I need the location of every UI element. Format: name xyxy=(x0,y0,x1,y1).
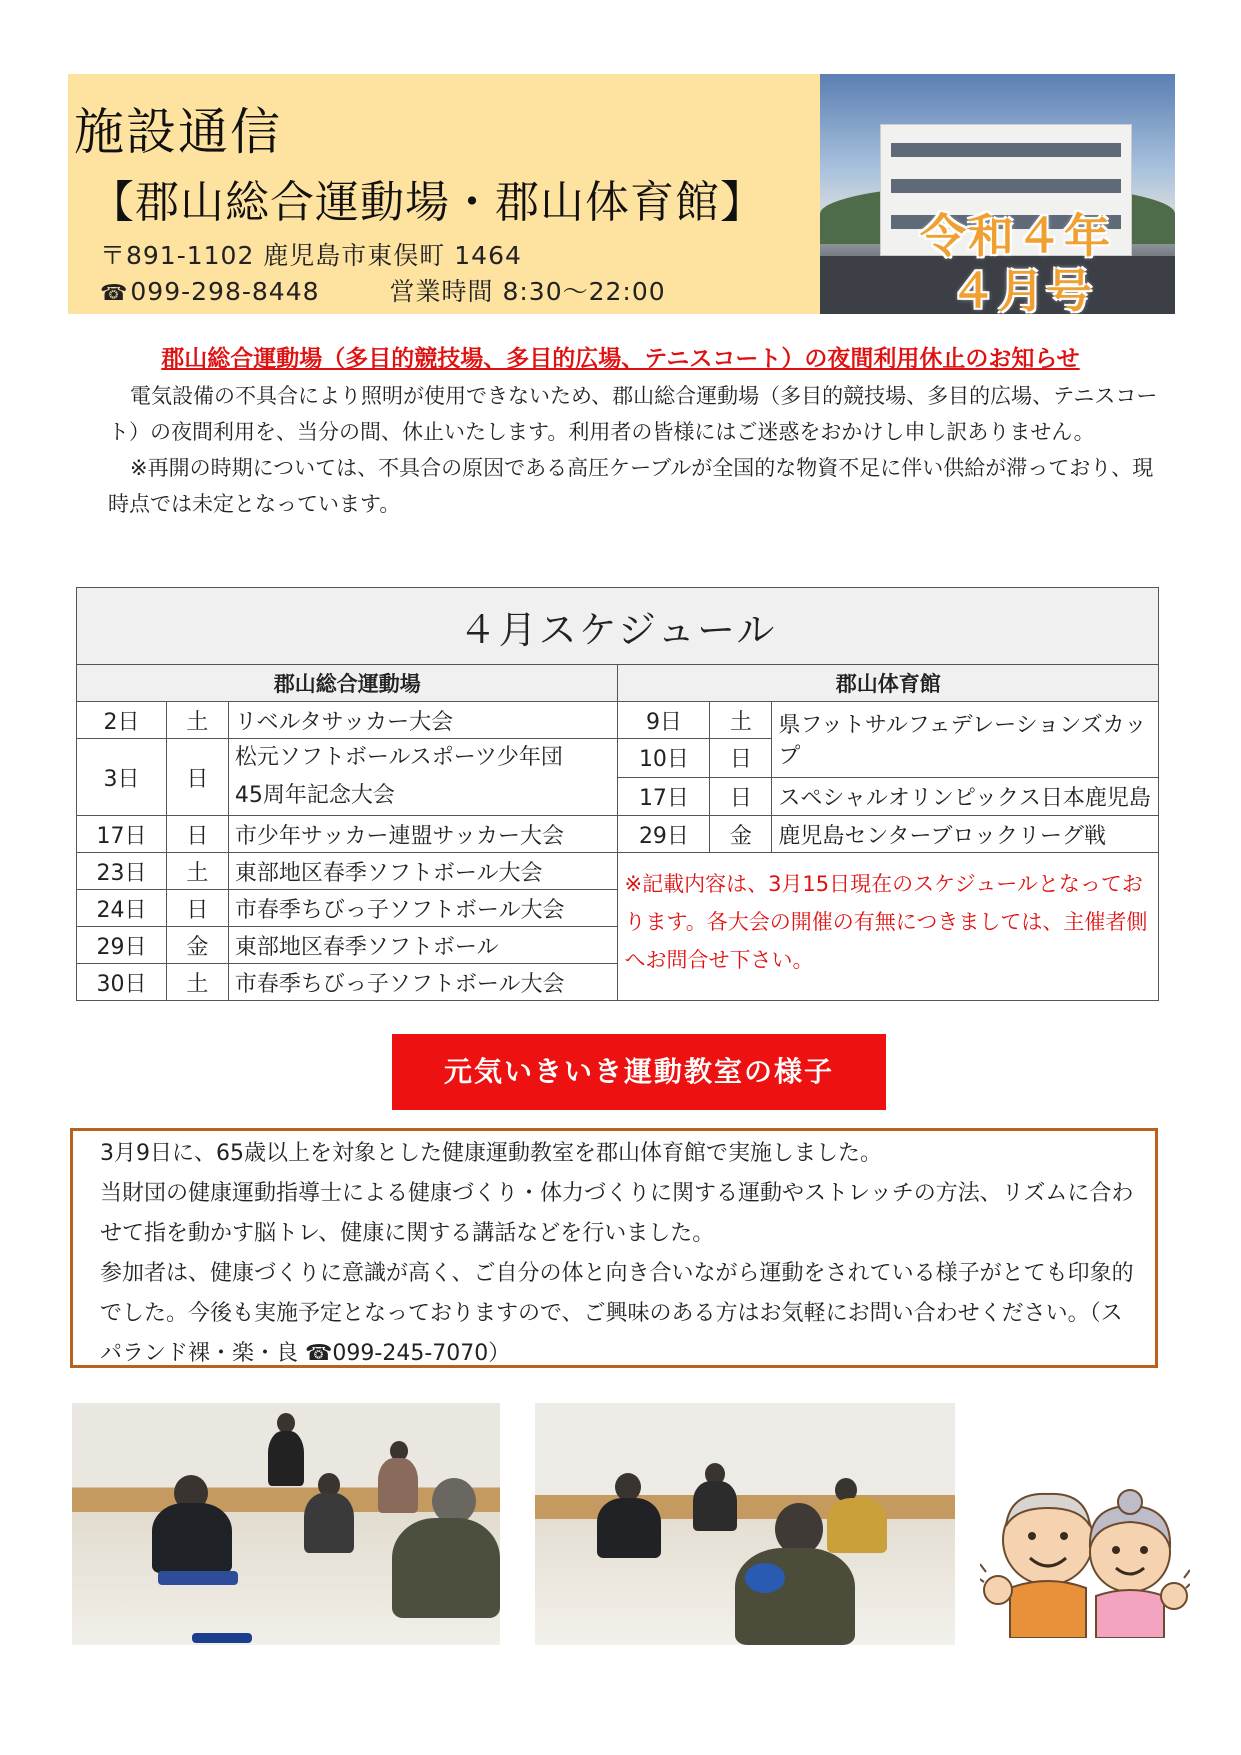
venue-header-stadium: 郡山総合運動場 xyxy=(77,665,618,702)
schedule-date: 10日 xyxy=(618,739,710,778)
schedule-event: 東部地区春季ソフトボール xyxy=(228,927,618,964)
notice-paragraph: ※再開の時期については、不具合の原因である高圧ケーブルが全国的な物資不足に伴い供給が滞っており、現時点では未定となっています。 xyxy=(108,456,1154,516)
table-row xyxy=(77,816,1159,853)
class-paragraph: 当財団の健康運動指導士による健康づくり・体力づくりに関する運動やストレッチの方法、リズムに合わせて指を動かす脳トレ、健康に関する講話などを行いました。 xyxy=(100,1181,1134,1246)
newsletter-title: 施設通信 xyxy=(74,103,282,161)
schedule-day: 日 xyxy=(166,890,228,927)
phone-number: 099-245-7070 xyxy=(332,1341,489,1366)
schedule-day: 土 xyxy=(166,702,228,739)
schedule-date: 9日 xyxy=(618,702,710,739)
contact-line xyxy=(100,272,666,308)
class-paragraph-text: 参加者は、健康づくりに意識が高く、ご自分の体と向き合いながら運動をされている様子がとても印象的でした。今後も実施予定となっておりますので、ご興味のある方はお気軽にお問い合わせください。（スパランド裸・楽・良 xyxy=(100,1261,1134,1366)
notice-title: 郡山総合運動場（多目的競技場、多目的広場、テニスコート）の夜間利用休止のお知らせ xyxy=(161,346,1080,372)
schedule-event: 市春季ちびっ子ソフトボール大会 xyxy=(228,890,618,927)
schedule-day: 金 xyxy=(166,927,228,964)
class-report-text xyxy=(100,1134,1140,1374)
schedule-day: 土 xyxy=(166,964,228,1001)
schedule-event: 市春季ちびっ子ソフトボール大会 xyxy=(228,964,618,1001)
facility-address: 〒891-1102 鹿児島市東俣町 1464 xyxy=(100,241,522,270)
table-row xyxy=(77,853,1159,890)
class-photo-1 xyxy=(72,1403,500,1645)
schedule-day: 金 xyxy=(710,816,772,853)
schedule-date: 29日 xyxy=(77,927,167,964)
schedule-event: 鹿児島センターブロックリーグ戦 xyxy=(772,816,1159,853)
closing-paren: ） xyxy=(488,1341,511,1366)
schedule-event: リベルタサッカー大会 xyxy=(228,702,618,739)
facility-name: 【郡山総合運動場・郡山体育館】 xyxy=(90,177,765,228)
schedule-date: 17日 xyxy=(618,777,710,816)
schedule-day: 日 xyxy=(710,739,772,778)
class-paragraph xyxy=(100,1254,1140,1374)
schedule-day: 日 xyxy=(710,777,772,816)
phone-icon: ☎ xyxy=(100,281,129,306)
schedule-event-line: 松元ソフトボールスポーツ少年団 xyxy=(234,745,563,770)
table-row xyxy=(77,702,1159,739)
notice-body xyxy=(108,378,1168,522)
schedule-date: 17日 xyxy=(77,816,167,853)
opening-hours: 営業時間 8:30～22:00 xyxy=(389,277,666,306)
elderly-couple-illustration xyxy=(980,1478,1190,1638)
notice-paragraph: 電気設備の不具合により照明が使用できないため、郡山総合運動場（多目的競技場、多目的広場、テニスコート）の夜間利用を、当分の間、休止いたします。利用者の皆様にはご迷惑をおかけし申し訳ありません。 xyxy=(108,384,1158,444)
april-schedule-table xyxy=(76,587,1159,1001)
schedule-event: 東部地区春季ソフトボール大会 xyxy=(228,853,618,890)
schedule-event xyxy=(228,739,618,816)
phone-icon: ☎ xyxy=(305,1341,333,1366)
class-paragraph: 3月9日に、65歳以上を対象とした健康運動教室を郡山体育館で実施しました。 xyxy=(100,1141,882,1166)
schedule-date: 24日 xyxy=(77,890,167,927)
class-photo-2 xyxy=(535,1403,955,1645)
schedule-day: 日 xyxy=(166,739,228,816)
issue-year: 令和４年 xyxy=(920,209,1112,263)
phone-number: 099-298-8448 xyxy=(130,277,320,306)
schedule-title: ４月スケジュール xyxy=(77,588,1159,665)
schedule-date: 23日 xyxy=(77,853,167,890)
class-banner: 元気いきいき運動教室の様子 xyxy=(392,1034,886,1110)
venue-header-gym: 郡山体育館 xyxy=(618,665,1159,702)
schedule-date: 30日 xyxy=(77,964,167,1001)
schedule-event-line: 45周年記念大会 xyxy=(234,783,395,808)
schedule-event: 市少年サッカー連盟サッカー大会 xyxy=(228,816,618,853)
schedule-date: 29日 xyxy=(618,816,710,853)
schedule-event: スペシャルオリンピックス日本鹿児島 xyxy=(772,777,1159,816)
schedule-day: 土 xyxy=(166,853,228,890)
schedule-note: ※記載内容は、3月15日現在のスケジュールとなっております。各大会の開催の有無につきましては、主催者側へお問合せ下さい。 xyxy=(618,853,1159,1001)
schedule-day: 土 xyxy=(710,702,772,739)
schedule-day: 日 xyxy=(166,816,228,853)
schedule-event: 県フットサルフェデレーションズカップ xyxy=(772,702,1159,778)
schedule-date: 3日 xyxy=(77,739,167,816)
schedule-date: 2日 xyxy=(77,702,167,739)
issue-month: ４月号 xyxy=(950,264,1094,318)
